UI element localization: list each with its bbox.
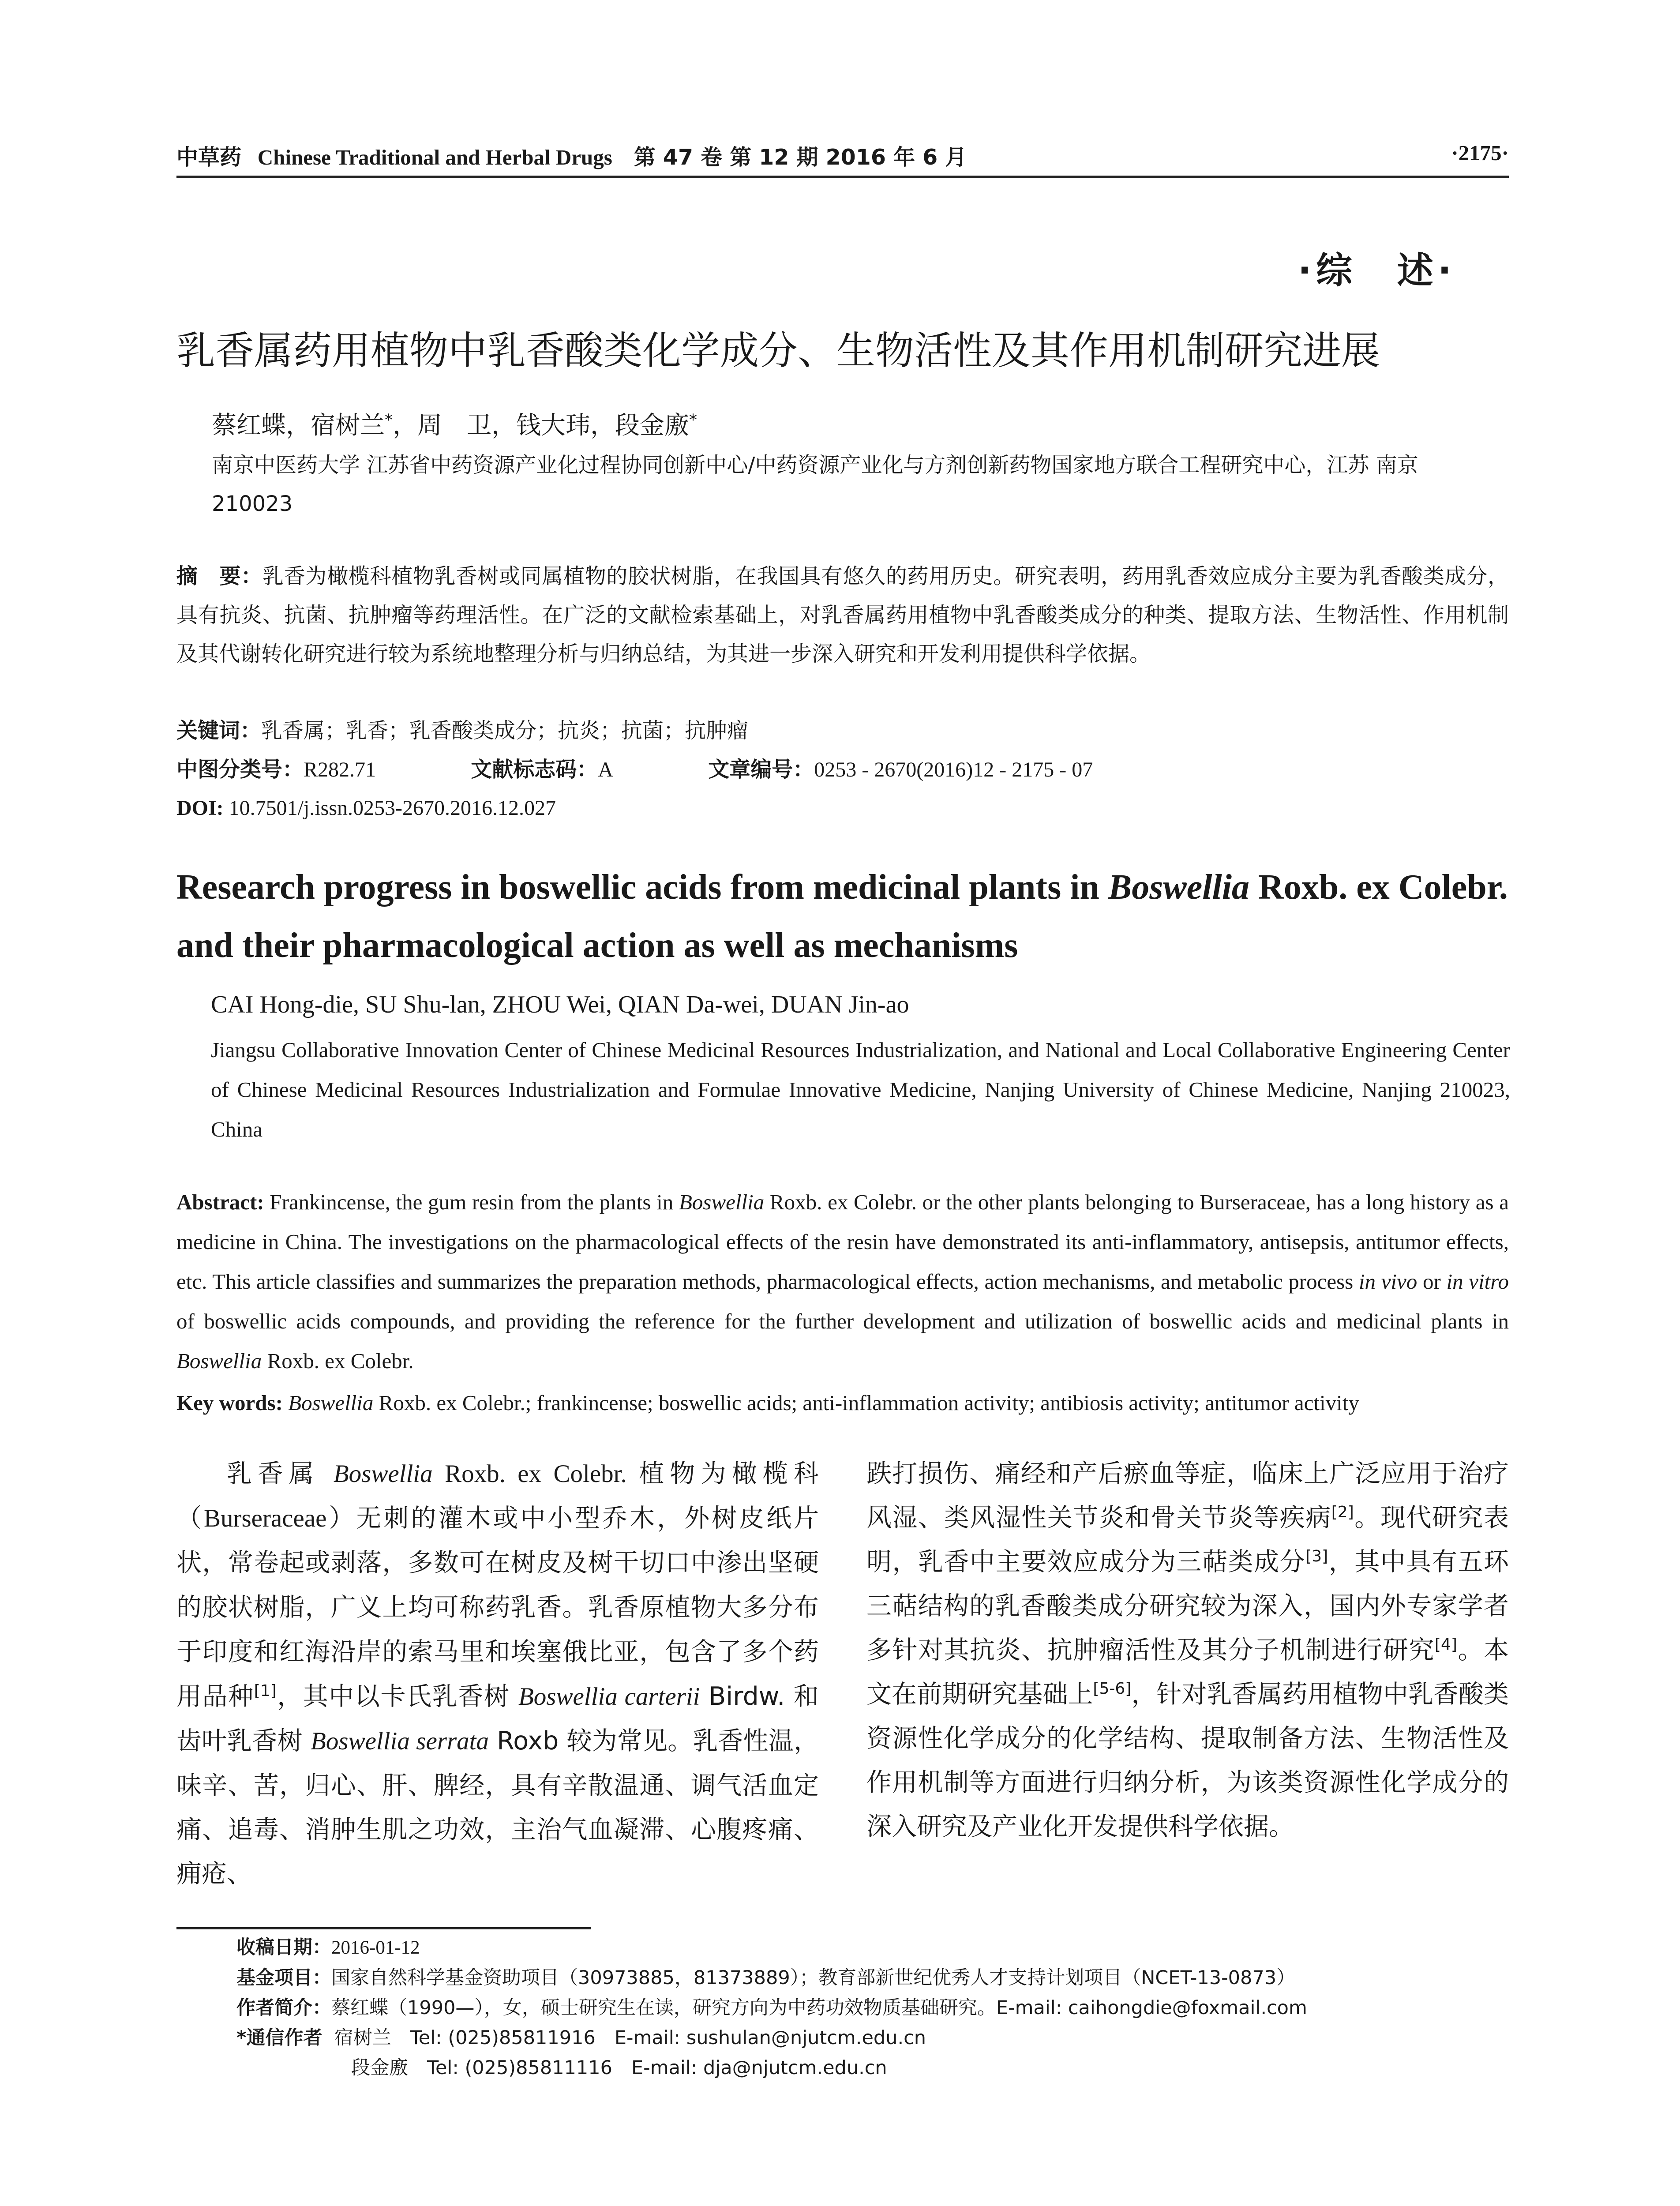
body-column-left [176,1452,819,1896]
english-keywords [176,1383,1509,1423]
footnote-label: *通信作者 [236,2027,322,2049]
footnote-text: 2016-01-12 [331,1937,420,1958]
article-no: 0253 - 2670(2016)12 - 2175 - 07 [814,758,1093,781]
author-text: 蔡红蝶， [212,411,311,440]
footnote-text: 蔡红蝶（1990—），女，硕士研究生在读，研究方向为中药功效物质基础研究。E-mail: caihongdie@foxmail.com [331,1997,1307,2019]
keywords-label: 关键词： [176,718,262,743]
abstract-italic: in vivo [1358,1269,1418,1294]
clc-label: 中图分类号： [176,757,304,782]
body-text: ，针对乳香属药用植物中乳香酸类资源性化学成分的化学结构、提取制备方法、生物活性及作用机制等方面进行归纳分析，为该类资源性化学成分的深入研究及产业化开发提供科学依据。 [866,1680,1509,1841]
doi-line [176,789,1509,828]
section-label: ·综 述· [1298,250,1456,292]
english-title [176,858,1513,975]
english-authors: CAI Hong-die, SU Shu-lan, ZHOU Wei, QIAN Da-wei, DUAN Jin-ao [211,991,909,1018]
footnote-label: 基金项目： [236,1967,331,1989]
footnote-rule [176,1927,591,1929]
abstract-text: 乳香为橄榄科植物乳香树或同属植物的胶状树脂，在我国具有悠久的药用历史。研究表明，药用乳香效应成分主要为乳香酸类成分，具有抗炎、抗菌、抗肿瘤等药理活性。在广泛的文献检索基础上，对乳香属药用植物中乳香酸类成分的种类、提取方法、生物活性、作用机制及其代谢转化研究进行较为系统地整理分析与归纳总结，为其进一步深入研究和开发利用提供科学依据。 [176,564,1509,666]
english-abstract [176,1182,1509,1381]
journal-info [176,140,967,171]
article-no-label: 文章编号： [708,757,814,782]
header-rule [176,176,1509,178]
footnote-text: 段金廒 Tel: (025)85811116 E-mail: dja@njutcm.edu.cn [351,2057,887,2079]
citation: [4] [1434,1636,1457,1654]
abstract-text: Roxb. ex Colebr. or the other plants belonging to Burseraceae, has a long history as a medicine in China. The investigations on the pharmacological effects of the resin have demonstrated its anti-inflammatory, antisepsis, antitumor effects, etc. This article classifies and summarizes the preparation methods, pharmacological effects, action mechanisms, and metabolic process [176,1190,1509,1294]
abstract-genus: Boswellia [679,1190,765,1214]
body-text: 。现代研究表明，乳香中主要效应成分为三萜类成分 [866,1503,1509,1576]
body-italic: Boswellia [333,1460,433,1488]
doi-label: DOI: [176,796,224,820]
body-column-right [866,1452,1509,1849]
footnote-fund [236,1963,1516,1993]
chinese-authors [212,406,697,441]
body-italic: Boswellia serrata [311,1727,489,1755]
doc-code: A [598,758,613,781]
footnote-text: 宿树兰 Tel: (025)85811916 E-mail: sushulan@njutcm.edu.cn [334,2027,926,2049]
chinese-affiliation: 南京中医药大学 江苏省中药资源产业化过程协同创新中心/中药资源产业化与方剂创新药物国家地方联合工程研究中心，江苏 南京 210023 [212,453,1440,516]
keywords-text: 乳香属；乳香；乳香酸类成分；抗炎；抗菌；抗肿瘤 [261,718,749,743]
body-text: 。本文在前期研究基础上 [866,1636,1509,1709]
citation: [3] [1305,1547,1328,1565]
footnotes [236,1932,1516,2083]
footnote-received [236,1932,1516,1963]
issue-info: 第 47 卷 第 12 期 2016 年 6 月 [634,145,967,170]
english-affiliation: Jiangsu Collaborative Innovation Center of Chinese Medicinal Resources Industrialization, and National and Local Collaborative Engineering Center of Chinese Medicinal Resources Industrialization and Formulae Innovative Medicine, Nanjing University of Chinese Medicine, Nanjing 210023, China [211,1038,1510,1141]
journal-name-cn: 中草药 [176,145,242,170]
corresponding-mark: * [689,411,697,429]
title-text: Research progress in boswellic acids from medicinal plants in [176,868,1108,907]
footnote-label: 作者简介： [236,1997,331,2019]
keywords-text: Roxb. ex Colebr.; frankincense; boswellic acids; anti-inflammation activity; antibiosis activity; antitumor activity [373,1391,1359,1415]
footnote-bio [236,1993,1516,2023]
title-text: Roxb. ex Colebr. and their pharmacological action as well as mechanisms [176,868,1508,965]
body-text: Roxb. ex Colebr. 植物为橄榄科（Burseraceae）无刺的灌木或中小型乔木，外树皮纸片状，常卷起或剥落，多数可在树皮及树干切口中渗出坚硬的胶状树脂，广义上均可称药乳香。乳香原植物大多分布于印度和红海沿岸的索马里和埃塞俄比亚，包含了多个药用品种 [176,1460,819,1711]
clc-code: R282.71 [304,758,376,781]
abstract-text: Frankincense, the gum resin from the plants in [264,1190,679,1214]
title-genus: Boswellia [1108,868,1249,907]
abstract-text: of boswellic acids compounds, and providing the reference for the further development and utilization of boswellic acids and medicinal plants in [176,1309,1509,1333]
doc-code-label: 文献标志码： [471,757,598,782]
doi-value: 10.7501/j.issn.0253-2670.2016.12.027 [229,796,556,820]
chinese-keywords [176,711,1509,750]
body-text: Roxb 较为常见。乳香性温，味辛、苦，归心、肝、脾经，具有辛散温通、调气活血定痛、追毒、消肿生肌之功效，主治气血凝滞、心腹疼痛、痈疮、 [176,1726,819,1888]
journal-name-en: Chinese Traditional and Herbal Drugs [257,145,612,169]
body-italic: Boswellia carterii [518,1683,700,1711]
body-text: Birdw. 和齿叶乳香树 [176,1682,819,1756]
page-number: ·2175· [1451,141,1509,165]
running-header [176,140,1509,176]
chinese-title: 乳香属药用植物中乳香酸类化学成分、生物活性及其作用机制研究进展 [176,328,1380,373]
abstract-genus: Boswellia [176,1349,262,1373]
chinese-abstract [176,557,1509,673]
abstract-label: Abstract: [176,1190,264,1214]
footnote-label: 收稿日期： [236,1936,331,1958]
body-text: 跌打损伤、痛经和产后瘀血等症，临床上广泛应用于治疗风湿、类风湿性关节炎和骨关节炎等疾病 [866,1459,1509,1532]
abstract-label: 摘 要： [176,564,262,589]
corresponding-mark: * [385,411,393,429]
abstract-text: Roxb. ex Colebr. [262,1349,414,1373]
body-text: 乳香属 [227,1459,334,1488]
footnote-corresponding [236,2023,1516,2053]
footnote-corresponding-2 [236,2053,1516,2083]
citation: [5-6] [1093,1680,1132,1698]
body-text: ，其中具有五环三萜结构的乳香酸类成分研究较为深入，国内外专家学者多针对其抗炎、抗肿瘤活性及其分子机制进行研究 [866,1547,1509,1665]
classification-line [176,750,1509,789]
keywords-label: Key words: [176,1391,283,1415]
citation: [1] [254,1682,277,1700]
keywords-genus: Boswellia [288,1391,374,1415]
author-text: 宿树兰 [311,411,385,440]
footnote-text: 国家自然科学基金资助项目（30973885，81373889）；教育部新世纪优秀人才支持计划项目（NCET-13-0873） [331,1967,1296,1989]
body-text: ，其中以卡氏乳香树 [276,1682,518,1711]
abstract-italic: in vitro [1446,1269,1509,1294]
author-text: ，周 卫，钱大玮，段金廒 [393,411,689,440]
abstract-text: or [1417,1269,1447,1294]
citation: [2] [1331,1503,1354,1521]
